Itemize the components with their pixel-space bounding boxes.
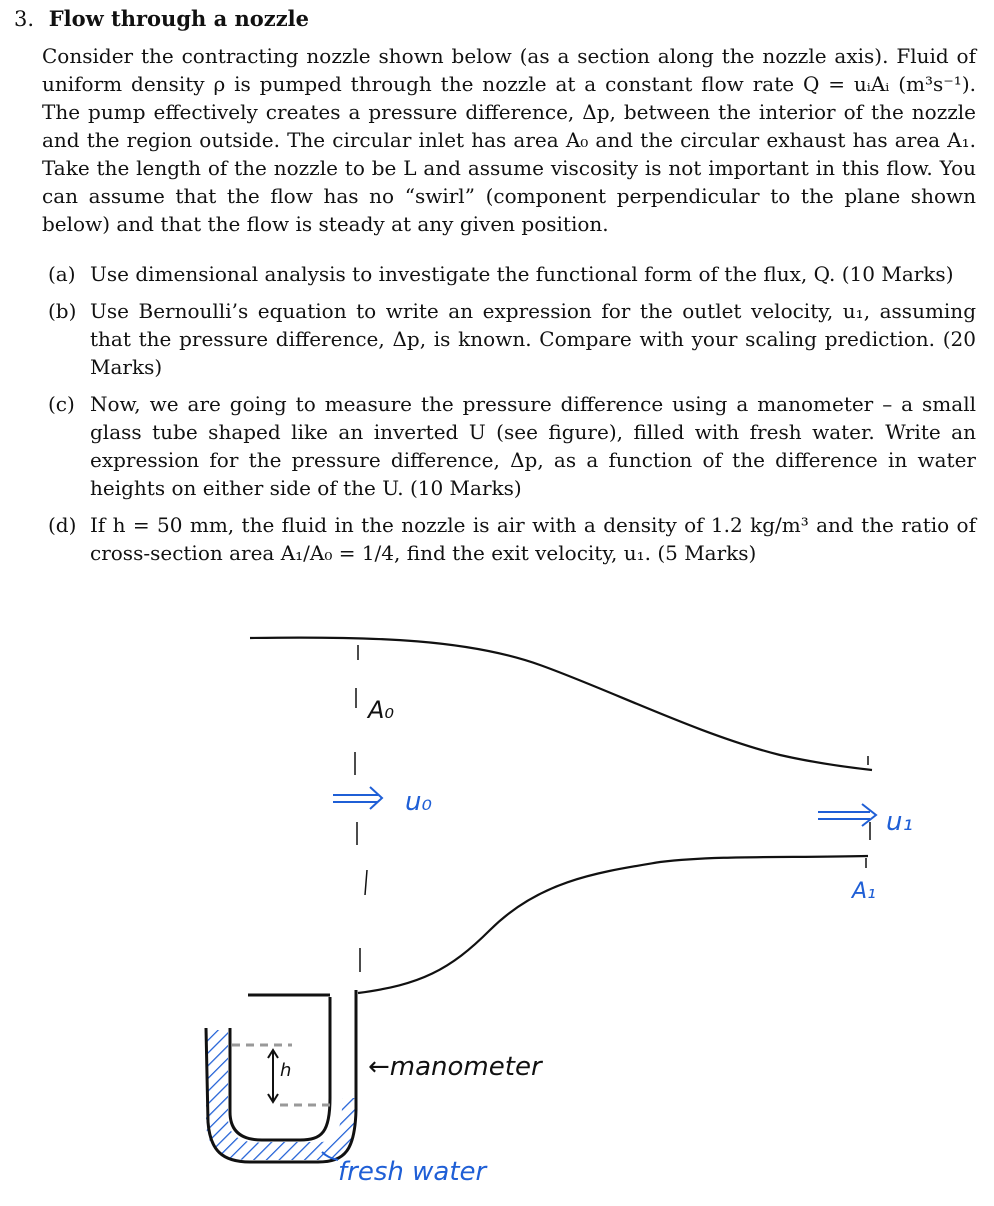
question-intro: Consider the contracting nozzle shown below (as a section along the nozzle axis). Fluid of uniform density ρ is pumped through the nozzle at a constant flow rate Q = uᵢAᵢ (m³s⁻¹). The pump effectively creates a pressure difference, Δp, between the interior of the nozzle and the region outside. The circular inlet has area A₀ and the circular exhaust has area A₁. Take the length of the nozzle to be L and assume viscosity is not important in this flow. You can assume that the flow has no “swirl” (component perpendicular to the plane shown below) and that the flow is steady at any given position.	[42, 44, 976, 236]
question-parts	[48, 260, 976, 576]
inlet-velocity-label: u₀	[405, 787, 432, 817]
part-text: Use dimensional analysis to investigate the functional form of the flux, Q. (10 Marks)	[90, 262, 954, 286]
inlet-velocity-arrow	[333, 787, 382, 809]
part-text: If h = 50 mm, the fluid in the nozzle is air with a density of 1.2 kg/m³ and the ratio of cross-section area A₁/A₀ = 1/4, find the exit velocity, u₁. (5 Marks)	[90, 513, 976, 565]
part-d	[48, 511, 976, 567]
outlet-area-label: A₁	[852, 879, 876, 904]
nozzle-figure	[0, 560, 994, 1206]
question-number: 3.	[14, 7, 35, 31]
part-label: (d)	[48, 513, 77, 537]
manometer-label: ←manometer	[368, 1052, 542, 1082]
nozzle-lower-wall	[358, 856, 868, 993]
nozzle-upper-wall	[250, 638, 872, 770]
part-label: (c)	[48, 392, 75, 416]
part-b	[48, 297, 976, 381]
water-label: fresh water	[338, 1157, 487, 1187]
part-label: (b)	[48, 299, 77, 323]
outlet-velocity-arrow	[818, 804, 876, 826]
height-arrow	[268, 1050, 278, 1102]
height-label: h	[280, 1060, 292, 1081]
inlet-section-line	[355, 645, 367, 972]
part-label: (a)	[48, 262, 76, 286]
question-title: Flow through a nozzle	[48, 6, 309, 31]
part-c	[48, 390, 976, 502]
part-text: Use Bernoulli’s equation to write an expression for the outlet velocity, u₁, assuming that the pressure difference, Δp, is known. Compare with your scaling prediction. (20 Marks)	[90, 299, 976, 379]
part-a	[48, 260, 976, 288]
part-text: Now, we are going to measure the pressure difference using a manometer – a small glass tube shaped like an inverted U (see figure), filled with fresh water. Write an expression for the pressure difference, Δp, as a function of the difference in water heights on either side of the U. (10 Marks)	[90, 392, 976, 500]
question-heading	[14, 6, 309, 31]
outlet-velocity-label: u₁	[886, 807, 913, 837]
inlet-area-label: A₀	[368, 696, 395, 724]
